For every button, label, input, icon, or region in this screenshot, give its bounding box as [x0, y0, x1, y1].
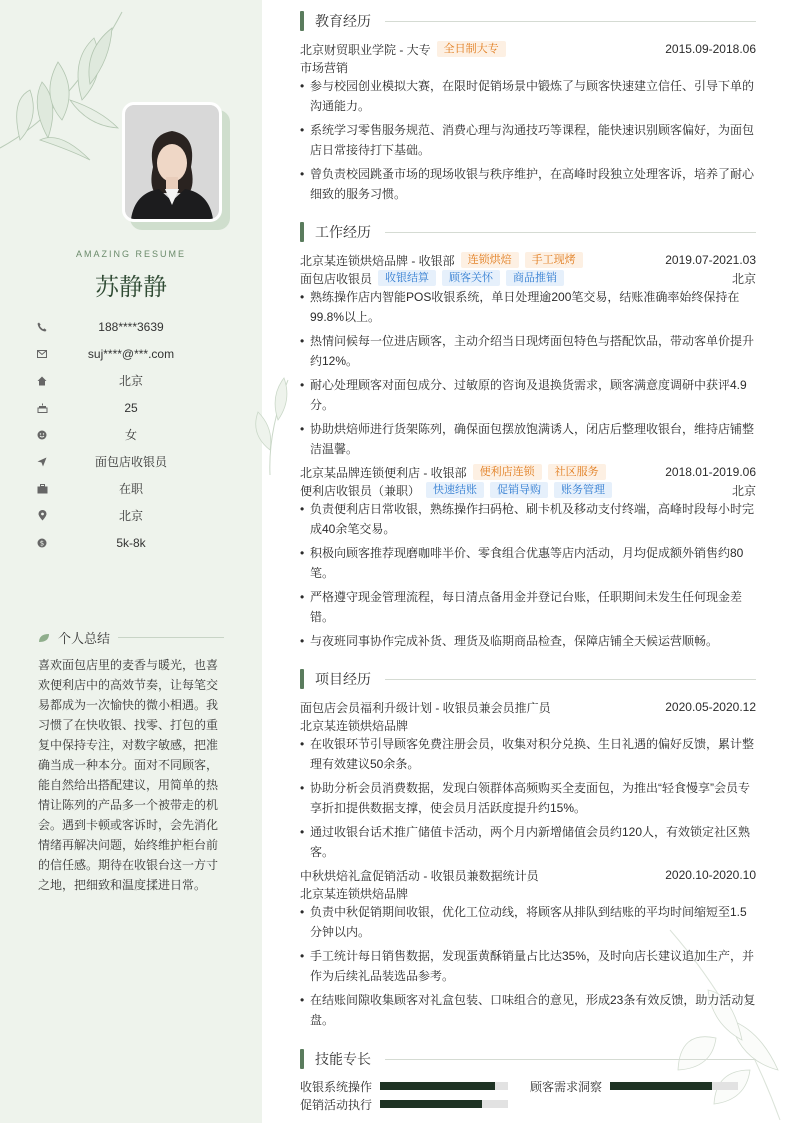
project-org: 北京某连锁烘焙品牌 [300, 718, 409, 733]
list-item: • 手工统计每日销售数据，发现蛋黄酥销量占比达35%，及时向店长建议追加生产，并作为后续礼品装选品参考。 [300, 946, 756, 986]
contact-info-list [36, 313, 226, 556]
avatar-portrait-icon [125, 105, 219, 219]
skill-level-bar [380, 1082, 508, 1090]
list-item: • 严格遵守现金管理流程，每日清点备用金并登记台账，任职期间未发生任何现金差错。 [300, 587, 756, 627]
list-item: • 曾负责校园跳蚤市场的现场收银与秩序维护，在高峰时段独立处理客诉，培养了耐心细致的服务习惯。 [300, 164, 756, 204]
project-header [300, 698, 756, 716]
skill-item: 促销活动执行 [300, 1095, 508, 1113]
school-name: 北京财贸职业学院 - 大专 [300, 42, 431, 57]
avatar-frame [122, 102, 222, 222]
education-major: 市场营销 [300, 60, 349, 75]
info-age: 25 [36, 394, 226, 421]
list-item: • 系统学习零售服务规范、消费心理与沟通技巧等课程，能快速识别顾客偏好，为面包店日常接待打下基础。 [300, 120, 756, 160]
info-city: 北京 [36, 502, 226, 529]
section-work-heading: 工作经历 [300, 222, 756, 242]
info-salary: $ 5k-8k [36, 529, 226, 556]
skill-level-bar [380, 1100, 508, 1108]
info-target-job: 面包店收银员 [36, 448, 226, 475]
section-skills-heading: 技能专长 [300, 1049, 756, 1069]
info-email: suj****@***.com [36, 340, 226, 367]
job-header [300, 251, 756, 269]
svg-text:$: $ [39, 539, 45, 548]
list-item: • 通过收银台话术推广储值卡活动，两个月内新增储值会员约120人，有效锁定社区熟客。 [300, 822, 756, 862]
list-item: • 与夜班同事协作完成补货、理货及临期商品检查，保障店铺全天候运营顺畅。 [300, 631, 756, 651]
job-date: 2018.01-2019.06 [665, 465, 756, 479]
company-tag: 连锁烘焙 [461, 252, 519, 268]
list-item: • 在结账间隙收集顾客对礼盒包装、口味组合的意见，形成23条有效反馈，助力活动复盘。 [300, 990, 756, 1030]
info-status: 在职 [36, 475, 226, 502]
list-item: • 热情问候每一位进店顾客，主动介绍当日现烤面包特色与搭配饮品，带动客单价提升约12%。 [300, 331, 756, 371]
education-header [300, 40, 756, 58]
project-date: 2020.10-2020.10 [665, 868, 756, 882]
info-hometown: 北京 [36, 367, 226, 394]
project-name: 中秋烘焙礼盒促销活动 - 收银员兼数据统计员 [300, 868, 539, 883]
job-role-row [300, 481, 756, 499]
skill-tag: 账务管理 [554, 482, 612, 498]
list-item: • 协助分析会员消费数据，发现白领群体高频购买全麦面包，为推出“轻食慢享”会员专享折扣提供数据支撑，使会员月活跃度提升约15%。 [300, 778, 756, 818]
job-city: 北京 [731, 483, 756, 498]
leaf-icon [38, 633, 50, 643]
candidate-name: 苏静静 [95, 273, 167, 301]
list-item: • 负责便利店日常收银，熟练操作扫码枪、刷卡机及移动支付终端，高峰时段每小时完成40余笔交易。 [300, 499, 756, 539]
skill-tag: 快速结账 [426, 482, 484, 498]
skill-tag: 商品推销 [506, 270, 564, 286]
company-tag: 社区服务 [548, 464, 606, 480]
job-role: 便利店收银员（兼职） [300, 483, 421, 498]
skill-tag: 收银结算 [378, 270, 436, 286]
list-item: • 在收银环节引导顾客免费注册会员，收集对积分兑换、生日礼遇的偏好反馈，累计整理有效建议50余条。 [300, 734, 756, 774]
company-name: 北京某连锁烘焙品牌 - 收银部 [300, 253, 455, 268]
info-phone: 188****3639 [36, 313, 226, 340]
job-city: 北京 [731, 271, 756, 286]
project-org: 北京某连锁烘焙品牌 [300, 886, 409, 901]
skill-level-bar [610, 1082, 738, 1090]
summary-heading: 个人总结 [38, 628, 224, 647]
skill-tag: 顾客关怀 [442, 270, 500, 286]
info-gender: 女 [36, 421, 226, 448]
job-date: 2019.07-2021.03 [665, 253, 756, 267]
job-role-row [300, 269, 756, 287]
job-role: 面包店收银员 [300, 271, 373, 286]
section-education-heading: 教育经历 [300, 11, 756, 31]
list-item: • 协助烘焙师进行货架陈列，确保面包摆放饱满诱人，闭店后整理收银台，维持店铺整洁温馨。 [300, 419, 756, 459]
list-item: • 耐心处理顾客对面包成分、过敏原的咨询及退换货需求，顾客满意度调研中获评4.9分。 [300, 375, 756, 415]
section-projects-heading: 项目经历 [300, 669, 756, 689]
job-header [300, 463, 756, 481]
skill-item: 收银系统操作 [300, 1077, 508, 1095]
project-date: 2020.05-2020.12 [665, 700, 756, 714]
skill-tag: 促销导购 [490, 482, 548, 498]
company-name: 北京某品牌连锁便利店 - 收银部 [300, 465, 467, 480]
avatar [122, 102, 222, 222]
project-name: 面包店会员福利升级计划 - 收银员兼会员推广员 [300, 700, 551, 715]
summary-text: 喜欢面包店里的麦香与暖光，也喜欢便利店中的高效节奏，让每笔交易都成为一次愉快的微小相遇。我习惯了在快收银、找零、打包的重复中保持专注，对数字敏感，把准确当成一种本分。面对不同顾客，能自然给出搭配建议，用简单的热情让陈列的产品多一个被带走的机会。遇到卡顿或客诉时，会先消化情绪再解决问题，始终维护柜台前的信任感。期待在收银台这一方寸之地，把细致和温度揉进日常。 [38, 658, 219, 892]
list-item: • 负责中秋促销期间收银，优化工位动线，将顾客从排队到结账的平均时间缩短至1.5分钟以内。 [300, 902, 756, 942]
company-tag: 便利店连锁 [473, 464, 542, 480]
company-tag: 手工现烤 [525, 252, 583, 268]
education-date: 2015.09-2018.06 [665, 42, 756, 56]
sidebar [0, 0, 262, 1123]
project-header [300, 866, 756, 884]
skill-item: 顾客需求洞察 [530, 1077, 738, 1095]
list-item: • 参与校园创业模拟大赛，在限时促销场景中锻炼了与顾客快速建立信任、引导下单的沟通能力。 [300, 76, 756, 116]
list-item: • 熟练操作店内智能POS收银系统，单日处理逾200笔交易，结账准确率始终保持在99.8%以上。 [300, 287, 756, 327]
education-tag: 全日制大专 [437, 41, 506, 57]
list-item: • 积极向顾客推荐现磨咖啡半价、零食组合优惠等店内活动，月均促成额外销售约80笔。 [300, 543, 756, 583]
resume-tagline: AMAZING RESUME [75, 249, 186, 259]
